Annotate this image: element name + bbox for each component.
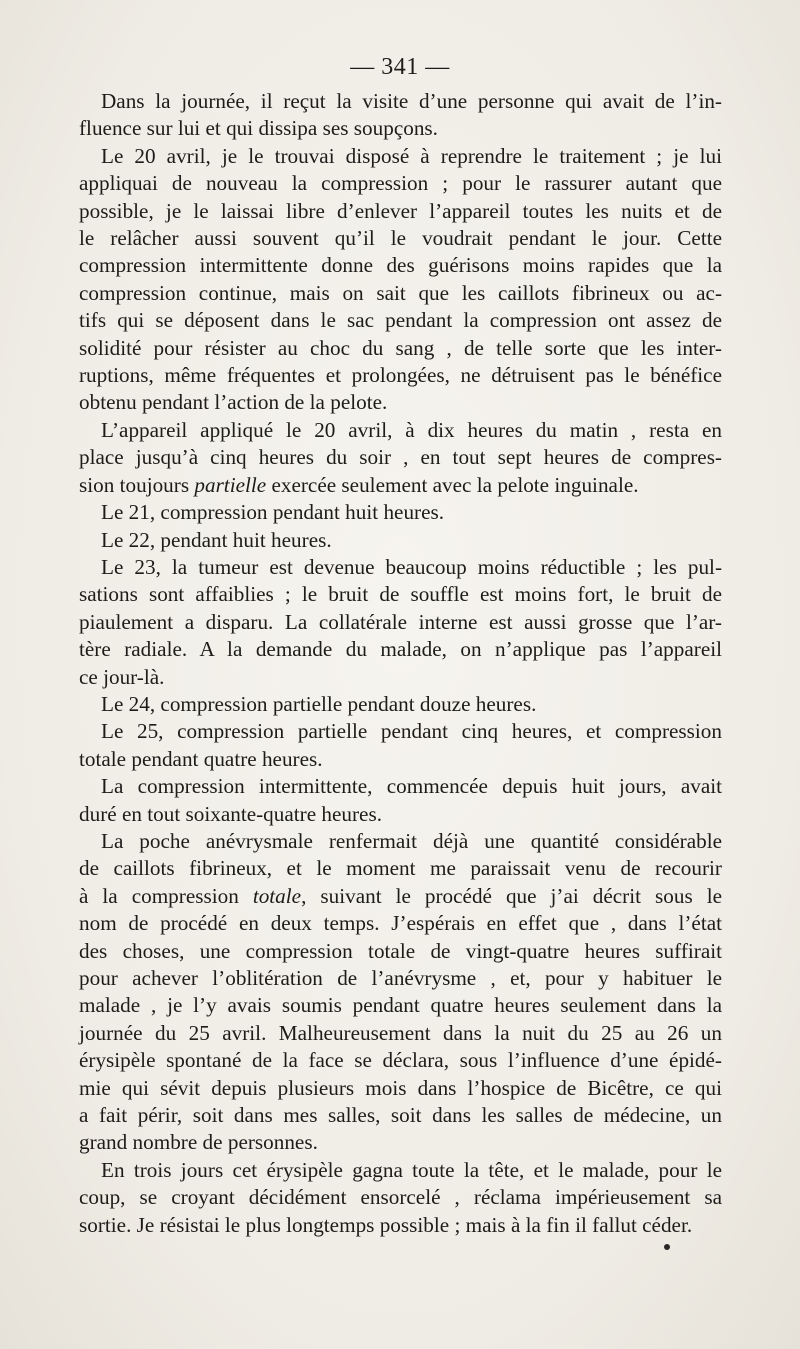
text-line: érysipèle spontané de la face se déclara, sous l’influence d’une épidé- [79,1048,722,1073]
paragraph [79,773,722,828]
paragraph [79,143,722,417]
paragraph [79,499,722,526]
text-line: Le 23, la tumeur est devenue beaucoup moins réductible ; les pul- [101,554,722,579]
text-line: malade , je l’y avais soumis pendant quatre heures seulement dans la [79,993,722,1018]
text-line: tifs qui se déposent dans le sac pendant la compression ont assez de [79,308,722,333]
text-line: ruptions, même fréquentes et prolongées, ne détruisent pas le bénéfice [79,363,722,388]
paragraph [79,527,722,554]
text-line: des choses, une compression totale de vingt-quatre heures suffirait [79,938,722,963]
text-line: totale pendant quatre heures. [79,746,323,771]
paragraph [79,691,722,718]
text-line: a fait périr, soit dans mes salles, soit dans les salles de médecine, un [79,1103,722,1128]
text-line: sations sont affaiblies ; le bruit de souffle est moins fort, le bruit de [79,582,722,607]
text-line: Le 20 avril, je le trouvai disposé à reprendre le traitement ; je lui [101,143,722,168]
text-line: à la compression totale, suivant le procédé que j’ai décrit sous le [79,883,722,908]
text-line: Le 24, compression partielle pendant douze heures. [101,691,537,716]
text-line: journée du 25 avril. Malheureusement dans la nuit du 25 au 26 un [79,1020,722,1045]
text-line: duré en tout soixante-quatre heures. [79,801,382,826]
text-line: tère radiale. A la demande du malade, on n’applique pas l’appareil [79,637,722,662]
paragraph [79,417,722,499]
text-line: place jusqu’à cinq heures du soir , en tout sept heures de compres- [79,445,722,470]
page-number: — 341 — [350,54,450,80]
text-line: grand nombre de personnes. [79,1130,318,1155]
text-line: obtenu pendant l’action de la pelote. [79,390,388,415]
text-line: Le 21, compression pendant huit heures. [101,500,445,525]
text-line: piaulement a disparu. La collatérale interne est aussi grosse que l’ar- [79,609,722,634]
text-line: Dans la journée, il reçut la visite d’une personne qui avait de l’in- [101,89,722,113]
text-line: fluence sur lui et qui dissipa ses soupçons. [79,116,438,141]
text-line: L’appareil appliqué le 20 avril, à dix heures du matin , resta en [101,417,722,442]
text-line: sion toujours partielle exercée seulement avec la pelote inguinale. [79,472,639,497]
body-text [79,88,722,1239]
paragraph [79,828,722,1157]
text-line: le relâcher aussi souvent qu’il le voudrait pendant le jour. Cette [79,226,722,251]
text-line: nom de procédé en deux temps. J’espérais en effet que , dans l’état [79,911,722,936]
text-line: pour achever l’oblitération de l’anévrysme , et, pour y habituer le [79,966,722,990]
text-line: mie qui sévit depuis plusieurs mois dans l’hospice de Bicêtre, ce qui [79,1075,722,1100]
text-line: La compression intermittente, commencée depuis huit jours, avait [101,774,722,799]
text-line: La poche anévrysmale renfermait déjà une quantité considérable [101,828,722,853]
text-line: compression intermittente donne des guérisons moins rapides que la [79,253,722,278]
paragraph [79,554,722,691]
text-line: ce jour-là. [79,664,165,689]
text-line: compression continue, mais on sait que les caillots fibrineux ou ac- [79,280,722,305]
paragraph [79,1157,722,1239]
paragraph [79,88,722,143]
ink-speck [664,1244,670,1250]
text-line: appliquai de nouveau la compression ; pour le rassurer autant que [79,171,722,196]
text-line: coup, se croyant décidément ensorcelé , réclama impérieusement sa [79,1185,722,1210]
text-line: sortie. Je résistai le plus longtemps possible ; mais à la fin il fallut céder. [79,1212,693,1237]
text-line: possible, je le laissai libre d’enlever l’appareil toutes les nuits et de [79,198,722,223]
text-line: solidité pour résister au choc du sang , de telle sorte que les inter- [79,335,722,360]
text-line: Le 22, pendant huit heures. [101,527,332,552]
text-line: de caillots fibrineux, et le moment me paraissait venu de recourir [79,856,722,881]
text-line: Le 25, compression partielle pendant cinq heures, et compression [101,719,722,744]
text-line: En trois jours cet érysipèle gagna toute la tête, et le malade, pour le [101,1157,722,1182]
paragraph [79,718,722,773]
